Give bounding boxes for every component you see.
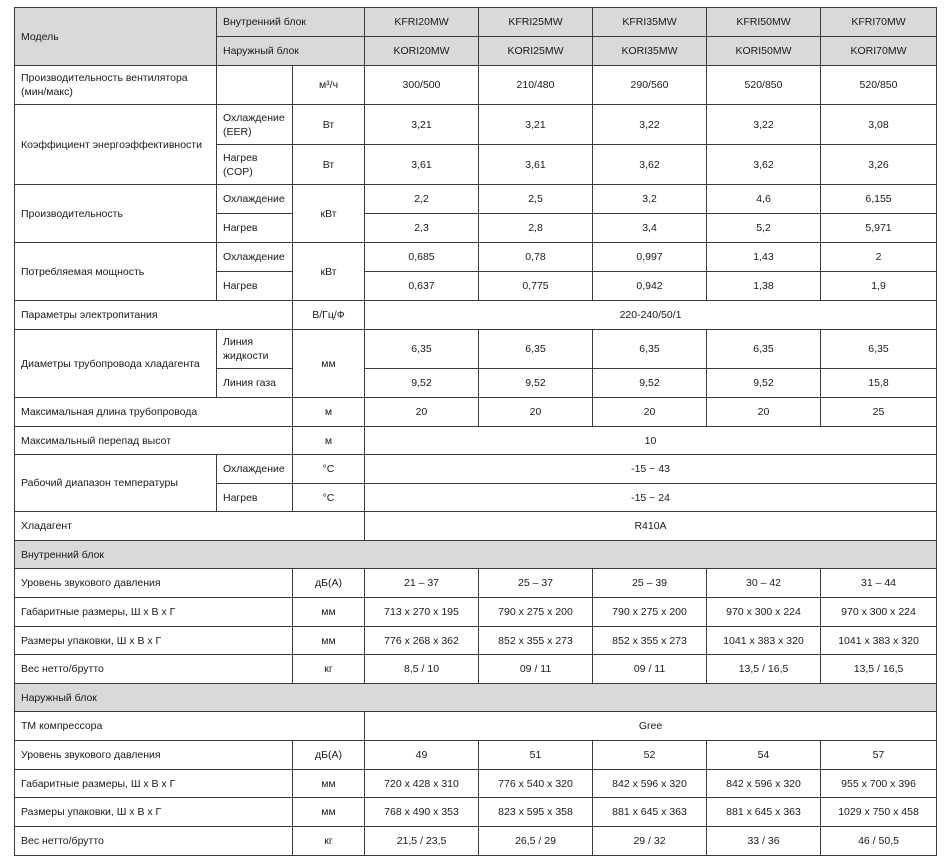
sub-label: Охлаждение: [217, 185, 293, 214]
header-row: [15, 8, 937, 37]
section-header: [15, 684, 937, 712]
model-label: Модель: [15, 8, 217, 66]
value-cell: 2: [821, 243, 937, 272]
value-cell: 0,78: [479, 243, 593, 272]
value-cell: 300/500: [365, 66, 479, 105]
row-label: Максимальная длина трубопровода: [15, 398, 293, 427]
value-cell: 13,5 / 16,5: [821, 655, 937, 684]
row-label: Уровень звукового давления: [15, 741, 293, 770]
outdoor-model: KORI50MW: [707, 37, 821, 66]
row-label: Вес нетто/брутто: [15, 655, 293, 684]
value-cell: 13,5 / 16,5: [707, 655, 821, 684]
sub-label: Охлаждение: [217, 243, 293, 272]
unit-cell: кг: [293, 655, 365, 684]
value-cell: -15 ~ 43: [365, 455, 937, 484]
value-cell: 2,2: [365, 185, 479, 214]
table-row: [15, 712, 937, 741]
section-header: [15, 541, 937, 569]
value-cell: 3,21: [479, 105, 593, 145]
table-row: [15, 569, 937, 598]
value-cell: 9,52: [365, 369, 479, 398]
value-cell: 4,6: [707, 185, 821, 214]
value-cell: 3,61: [479, 145, 593, 185]
value-cell: 720 х 428 х 310: [365, 770, 479, 798]
value-cell: 520/850: [821, 66, 937, 105]
unit-cell: кг: [293, 827, 365, 856]
value-cell: 20: [479, 398, 593, 427]
unit-cell: мм: [293, 627, 365, 655]
unit-cell: кВт: [293, 185, 365, 243]
unit-cell: м³/ч: [293, 66, 365, 105]
indoor-model: KFRI20MW: [365, 8, 479, 37]
table-row: [15, 185, 937, 214]
table-row: [15, 655, 937, 684]
sub-label: Охлаждение: [217, 455, 293, 484]
table-row: [15, 741, 937, 770]
unit-cell: м: [293, 427, 365, 455]
value-cell: 49: [365, 741, 479, 770]
value-cell: 3,62: [593, 145, 707, 185]
unit-cell: °C: [293, 484, 365, 512]
value-cell: 15,8: [821, 369, 937, 398]
value-cell: 2,3: [365, 214, 479, 243]
outdoor-model: KORI35MW: [593, 37, 707, 66]
value-cell: 6,35: [479, 330, 593, 369]
value-cell: 57: [821, 741, 937, 770]
value-cell: 3,22: [593, 105, 707, 145]
value-cell: 25 – 39: [593, 569, 707, 598]
unit-cell: дБ(А): [293, 741, 365, 770]
value-cell: 8,5 / 10: [365, 655, 479, 684]
value-cell: 52: [593, 741, 707, 770]
value-cell: 881 х 645 х 363: [707, 798, 821, 827]
value-cell: 6,35: [365, 330, 479, 369]
table-row: [15, 627, 937, 655]
empty-cell: [217, 66, 293, 105]
row-label: Вес нетто/брутто: [15, 827, 293, 856]
row-label: Коэффициент энергоэффективности: [15, 105, 217, 185]
indoor-model: KFRI35MW: [593, 8, 707, 37]
value-cell: 881 х 645 х 363: [593, 798, 707, 827]
value-cell: 21 – 37: [365, 569, 479, 598]
value-cell: 3,62: [707, 145, 821, 185]
value-cell: 9,52: [479, 369, 593, 398]
value-cell: 1,9: [821, 272, 937, 301]
value-cell: 0,637: [365, 272, 479, 301]
value-cell: 852 х 355 х 273: [593, 627, 707, 655]
section-title: Внутренний блок: [15, 541, 937, 569]
outdoor-model: KORI70MW: [821, 37, 937, 66]
value-cell: 970 х 300 х 224: [707, 598, 821, 627]
unit-cell: В/Гц/Ф: [293, 301, 365, 330]
value-cell: 25 – 37: [479, 569, 593, 598]
value-cell: 3,61: [365, 145, 479, 185]
value-cell: 3,21: [365, 105, 479, 145]
section-title: Наружный блок: [15, 684, 937, 712]
unit-cell: м: [293, 398, 365, 427]
value-cell: 6,35: [593, 330, 707, 369]
table-row: [15, 598, 937, 627]
value-cell: 5,971: [821, 214, 937, 243]
table-row: [15, 770, 937, 798]
value-cell: 31 – 44: [821, 569, 937, 598]
row-label: Размеры упаковки, Ш х В х Г: [15, 627, 293, 655]
value-cell: 2,8: [479, 214, 593, 243]
value-cell: 6,35: [821, 330, 937, 369]
sub-label: Охлаждение (EER): [217, 105, 293, 145]
sub-label: Линия жидкости: [217, 330, 293, 369]
table-row: [15, 398, 937, 427]
value-cell: 776 х 540 х 320: [479, 770, 593, 798]
row-label: Габаритные размеры, Ш х В х Г: [15, 770, 293, 798]
unit-cell: Вт: [293, 145, 365, 185]
unit-cell: мм: [293, 770, 365, 798]
value-cell: 790 х 275 х 200: [479, 598, 593, 627]
value-cell: 776 х 268 х 362: [365, 627, 479, 655]
sub-label: Нагрев (COP): [217, 145, 293, 185]
value-cell: 823 х 595 х 358: [479, 798, 593, 827]
value-cell: 9,52: [707, 369, 821, 398]
sub-label: Линия газа: [217, 369, 293, 398]
value-cell: 1,43: [707, 243, 821, 272]
value-cell: 6,155: [821, 185, 937, 214]
value-cell: 6,35: [707, 330, 821, 369]
value-cell: 25: [821, 398, 937, 427]
value-cell: 54: [707, 741, 821, 770]
row-label: Потребляемая мощность: [15, 243, 217, 301]
row-label: Максимальный перепад высот: [15, 427, 293, 455]
value-cell: 2,5: [479, 185, 593, 214]
value-cell: 30 – 42: [707, 569, 821, 598]
outdoor-unit-label: Наружный блок: [217, 37, 365, 66]
value-cell: 5,2: [707, 214, 821, 243]
row-label: Габаритные размеры, Ш х В х Г: [15, 598, 293, 627]
value-cell: 3,4: [593, 214, 707, 243]
spec-table: [14, 7, 937, 856]
value-cell: 0,685: [365, 243, 479, 272]
value-cell: 3,22: [707, 105, 821, 145]
value-cell: 26,5 / 29: [479, 827, 593, 856]
unit-cell: мм: [293, 598, 365, 627]
value-cell: 842 х 596 х 320: [707, 770, 821, 798]
value-cell: 790 х 275 х 200: [593, 598, 707, 627]
value-cell: 09 / 11: [479, 655, 593, 684]
table-row: [15, 301, 937, 330]
value-cell: 20: [365, 398, 479, 427]
value-cell: 46 / 50,5: [821, 827, 937, 856]
outdoor-model: KORI25MW: [479, 37, 593, 66]
unit-cell: дБ(А): [293, 569, 365, 598]
value-cell: 520/850: [707, 66, 821, 105]
value-cell: 768 х 490 х 353: [365, 798, 479, 827]
value-cell: 852 х 355 х 273: [479, 627, 593, 655]
row-label: Производительность: [15, 185, 217, 243]
value-cell: 0,942: [593, 272, 707, 301]
table-row: [15, 512, 937, 541]
value-cell: 3,08: [821, 105, 937, 145]
value-cell: 0,775: [479, 272, 593, 301]
value-cell: 3,2: [593, 185, 707, 214]
value-cell: 1041 х 383 х 320: [821, 627, 937, 655]
value-cell: 51: [479, 741, 593, 770]
indoor-model: KFRI25MW: [479, 8, 593, 37]
value-cell: 955 х 700 х 396: [821, 770, 937, 798]
row-label: Параметры электропитания: [15, 301, 293, 330]
value-cell: R410A: [365, 512, 937, 541]
value-cell: 9,52: [593, 369, 707, 398]
row-label: ТМ компрессора: [15, 712, 365, 741]
unit-cell: °C: [293, 455, 365, 484]
outdoor-model: KORI20MW: [365, 37, 479, 66]
row-label: Производительность вентилятора (мин/макс): [15, 66, 217, 105]
indoor-model: KFRI50MW: [707, 8, 821, 37]
table-row: [15, 827, 937, 856]
row-label: Диаметры трубопровода хладагента: [15, 330, 217, 398]
row-label: Рабочий диапазон температуры: [15, 455, 217, 512]
table-row: [15, 427, 937, 455]
unit-cell: мм: [293, 330, 365, 398]
unit-cell: кВт: [293, 243, 365, 301]
value-cell: 09 / 11: [593, 655, 707, 684]
value-cell: 21,5 / 23,5: [365, 827, 479, 856]
value-cell: 10: [365, 427, 937, 455]
table-row: [15, 798, 937, 827]
value-cell: 20: [593, 398, 707, 427]
value-cell: 1041 х 383 х 320: [707, 627, 821, 655]
table-row: [15, 455, 937, 484]
sub-label: Нагрев: [217, 272, 293, 301]
row-label: Хладагент: [15, 512, 365, 541]
value-cell: 1,38: [707, 272, 821, 301]
unit-cell: мм: [293, 798, 365, 827]
table-row: [15, 330, 937, 369]
value-cell: 1029 х 750 х 458: [821, 798, 937, 827]
value-cell: 33 / 36: [707, 827, 821, 856]
value-cell: 29 / 32: [593, 827, 707, 856]
unit-cell: Вт: [293, 105, 365, 145]
table-row: [15, 243, 937, 272]
value-cell: 842 х 596 х 320: [593, 770, 707, 798]
value-cell: 290/560: [593, 66, 707, 105]
indoor-model: KFRI70MW: [821, 8, 937, 37]
value-cell: -15 ~ 24: [365, 484, 937, 512]
table-row: [15, 105, 937, 145]
sub-label: Нагрев: [217, 214, 293, 243]
row-label: Уровень звукового давления: [15, 569, 293, 598]
sub-label: Нагрев: [217, 484, 293, 512]
value-cell: 210/480: [479, 66, 593, 105]
value-cell: 20: [707, 398, 821, 427]
value-cell: 3,26: [821, 145, 937, 185]
value-cell: Gree: [365, 712, 937, 741]
value-cell: 220-240/50/1: [365, 301, 937, 330]
indoor-unit-label: Внутренний блок: [217, 8, 365, 37]
value-cell: 0,997: [593, 243, 707, 272]
table-row: [15, 66, 937, 105]
value-cell: 713 х 270 х 195: [365, 598, 479, 627]
row-label: Размеры упаковки, Ш х В х Г: [15, 798, 293, 827]
value-cell: 970 х 300 х 224: [821, 598, 937, 627]
